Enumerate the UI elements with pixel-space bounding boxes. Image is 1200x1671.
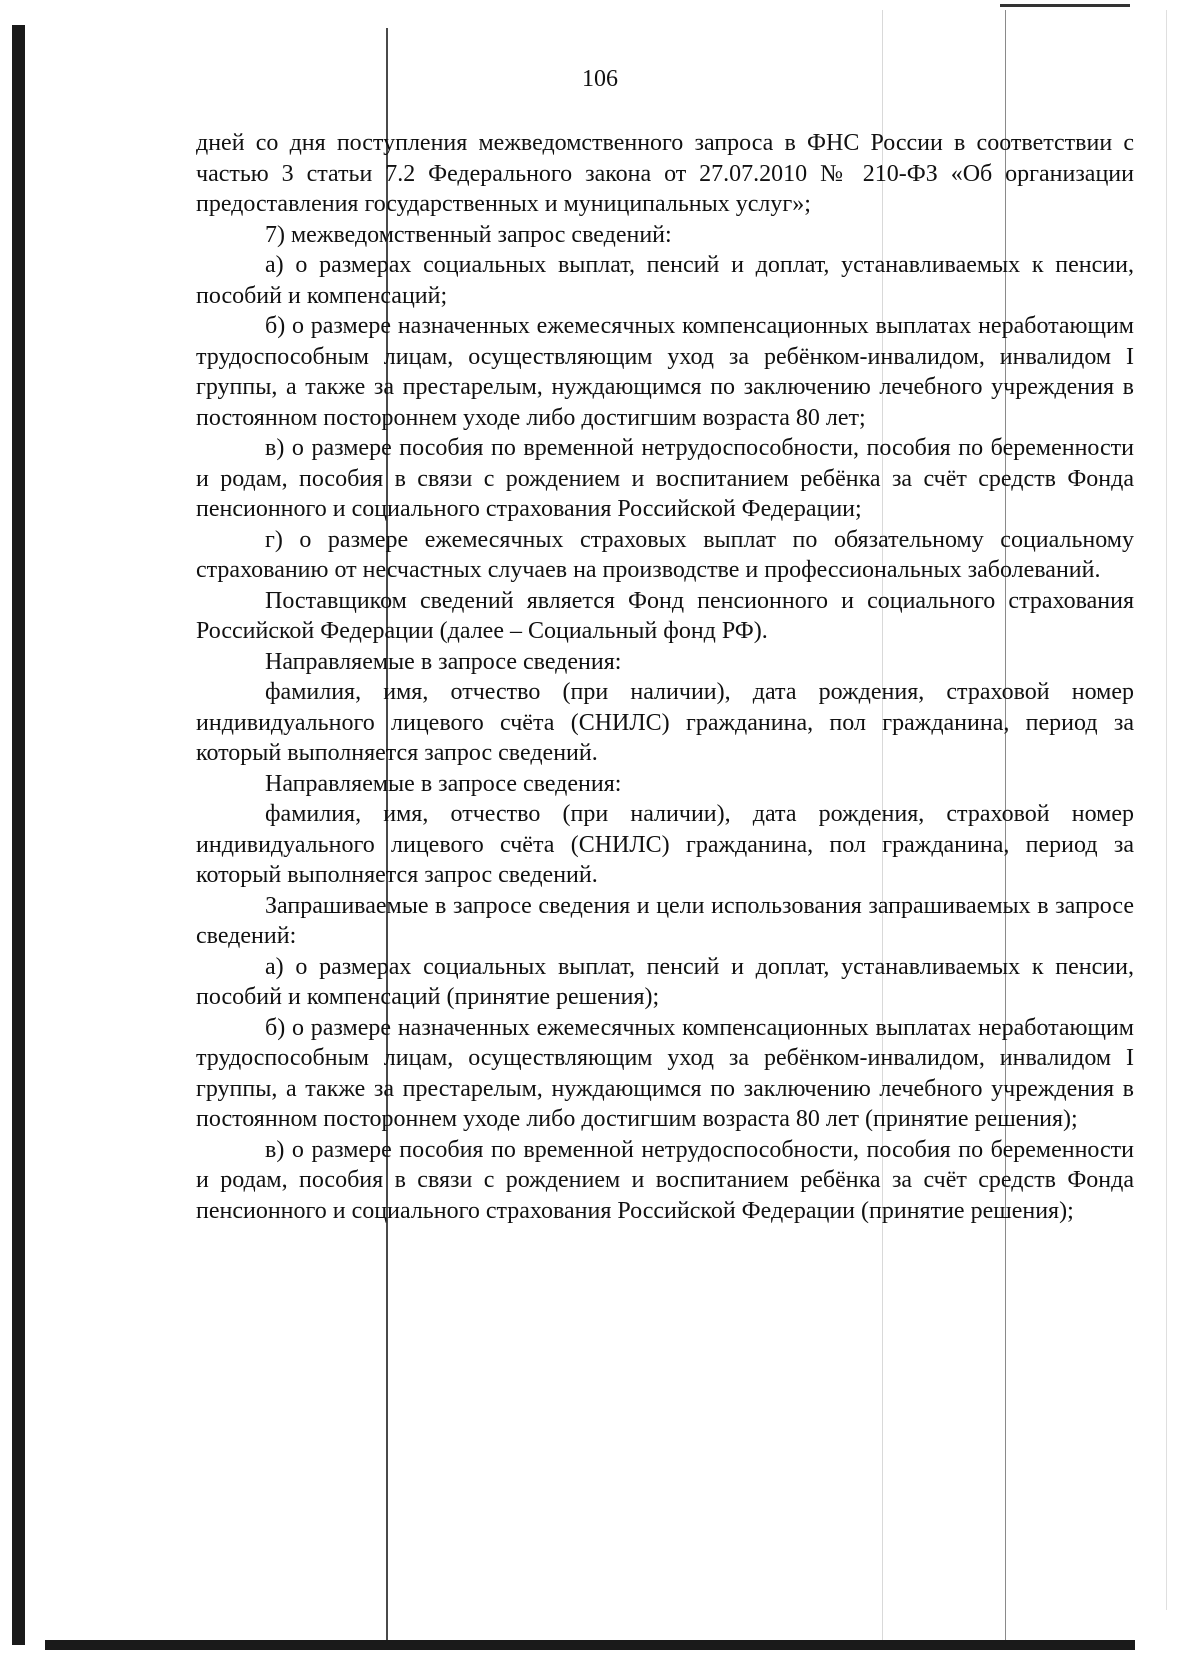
paragraph: дней со дня поступления межведомственного запроса в ФНС России в соответствии с частью 3 статьи 7.2 Федерального закона от 27.07.2010 № 210-ФЗ «Об организации предоставления государственных и муниципальных услуг»; (196, 130, 1134, 217)
page-number: 106 (582, 66, 618, 92)
paragraph: б) о размере назначенных ежемесячных компенсационных выплатах неработающим трудоспособным лицам, осуществляющим уход за ребёнком-инвалидом, инвалидом I группы, а также за престарелым, нуждающимся по заключению лечебного учреждения в постоянном постороннем уходе либо достигшим возраста 80 лет; (196, 313, 1134, 431)
scan-top-edge (1000, 4, 1130, 7)
paragraph: Направляемые в запросе сведения: (265, 770, 622, 797)
paragraph: а) о размерах социальных выплат, пенсий и доплат, устанавливаемых к пенсии, пособий и компенсаций; (196, 252, 1134, 309)
paragraph: Запрашиваемые в запросе сведения и цели использования запрашиваемых в запросе сведений: (196, 892, 1134, 949)
document-body (196, 128, 1134, 1226)
paragraph: а) о размерах социальных выплат, пенсий и доплат, устанавливаемых к пенсии, пособий и компенсаций (принятие решения); (196, 953, 1134, 1010)
paragraph: б) о размере назначенных ежемесячных компенсационных выплатах неработающим трудоспособным лицам, осуществляющим уход за ребёнком-инвалидом, инвалидом I группы, а также за престарелым, нуждающимся по заключению лечебного учреждения в постоянном постороннем уходе либо достигшим возраста 80 лет (принятие решения); (196, 1014, 1134, 1132)
paragraph: г) о размере ежемесячных страховых выплат по обязательному социальному страхованию от несчастных случаев на производстве и профессиональных заболеваний. (196, 526, 1134, 583)
paragraph: фамилия, имя, отчество (при наличии), дата рождения, страховой номер индивидуального лицевого счёта (СНИЛС) гражданина, пол гражданина, период за который выполняется запрос сведений. (196, 679, 1134, 766)
paragraph: Поставщиком сведений является Фонд пенсионного и социального страхования Российской Федерации (далее – Социальный фонд РФ). (196, 587, 1134, 644)
scan-fold-line (1166, 10, 1167, 1610)
scan-bottom-edge (45, 1640, 1135, 1650)
paragraph: 7) межведомственный запрос сведений: (265, 221, 672, 248)
paragraph: фамилия, имя, отчество (при наличии), дата рождения, страховой номер индивидуального лицевого счёта (СНИЛС) гражданина, пол гражданина, период за который выполняется запрос сведений. (196, 801, 1134, 888)
paragraph: Направляемые в запросе сведения: (265, 648, 622, 675)
paragraph: в) о размере пособия по временной нетрудоспособности, пособия по беременности и родам, пособия в связи с рождением и воспитанием ребёнка за счёт средств Фонда пенсионного и социального страхования Российской Федерации; (196, 435, 1134, 522)
scan-left-edge (12, 25, 25, 1645)
paragraph: в) о размере пособия по временной нетрудоспособности, пособия по беременности и родам, пособия в связи с рождением и воспитанием ребёнка за счёт средств Фонда пенсионного и социального страхования Российской Федерации (принятие решения); (196, 1136, 1134, 1224)
